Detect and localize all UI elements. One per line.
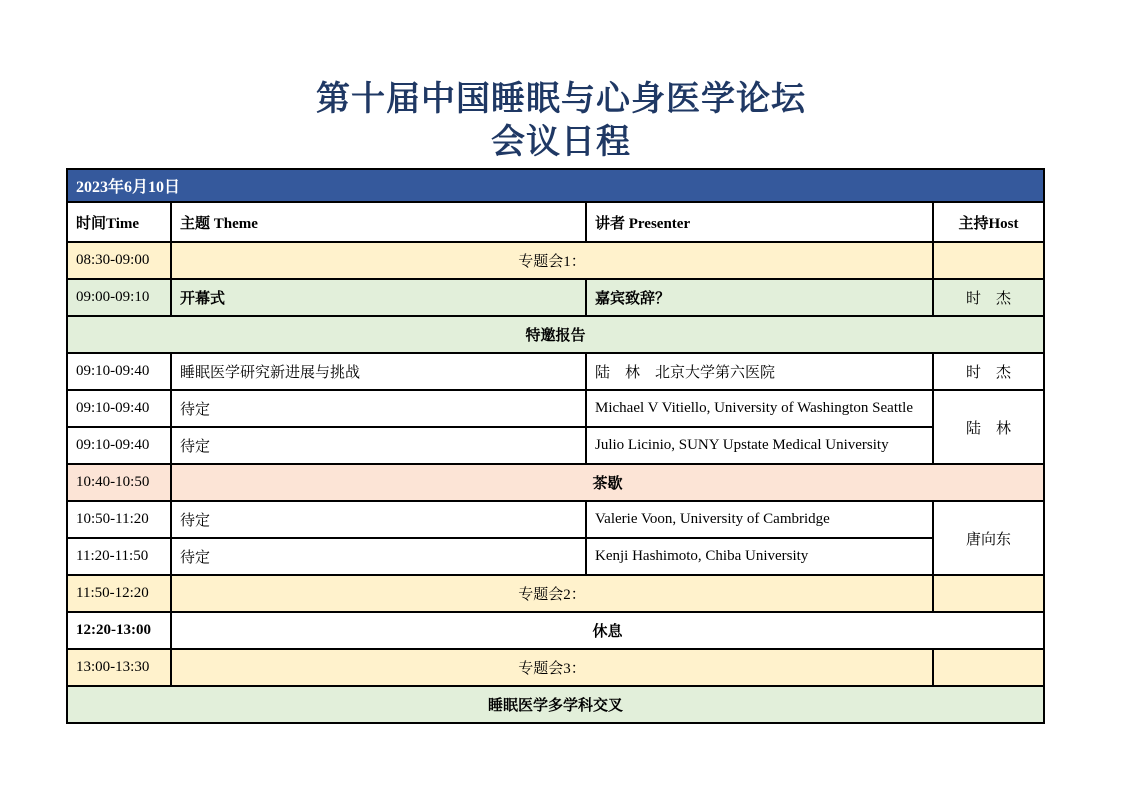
- session3-time: 13:00-13:30: [67, 649, 171, 686]
- tea-break-time: 10:40-10:50: [67, 464, 171, 501]
- column-header-host: 主持Host: [933, 202, 1044, 242]
- column-header-time: 时间Time: [67, 202, 171, 242]
- opening-theme: 开幕式: [171, 279, 586, 316]
- talk2-host: 陆 林: [933, 390, 1044, 464]
- column-header-theme: 主题 Theme: [171, 202, 586, 242]
- row-talk2: [67, 390, 1044, 427]
- document-title-block: [0, 78, 1122, 163]
- opening-presenter: 嘉宾致辞？: [586, 279, 933, 316]
- row-session2: [67, 575, 1044, 612]
- row-session1: [67, 242, 1044, 279]
- opening-time: 09:00-09:10: [67, 279, 171, 316]
- page-title: 第十届中国睡眠与心身医学论坛: [316, 80, 806, 118]
- session2-label: 专题会2：: [171, 575, 933, 612]
- talk5-time: 11:20-11:50: [67, 538, 171, 575]
- talk3-presenter: Julio Licinio, SUNY Upstate Medical University: [586, 427, 933, 464]
- session1-label: 专题会1：: [171, 242, 933, 279]
- row-talk3: [67, 427, 1044, 464]
- talk4-host: 唐向东: [933, 501, 1044, 575]
- talk2-time: 09:10-09:40: [67, 390, 171, 427]
- session2-time: 11:50-12:20: [67, 575, 171, 612]
- column-header-presenter: 讲者 Presenter: [586, 202, 933, 242]
- talk4-theme: 待定: [171, 501, 586, 538]
- row-session3: [67, 649, 1044, 686]
- date-header-row: [67, 169, 1044, 202]
- session1-host: [933, 242, 1044, 279]
- multidisciplinary-label: 睡眠医学多学科交叉: [67, 686, 1044, 723]
- talk5-presenter: Kenji Hashimoto, Chiba University: [586, 538, 933, 575]
- talk1-time: 09:10-09:40: [67, 353, 171, 390]
- page-subtitle: 会议日程: [491, 122, 631, 161]
- opening-host: 时 杰: [933, 279, 1044, 316]
- row-opening: [67, 279, 1044, 316]
- row-invited-header: [67, 316, 1044, 353]
- lunch-time: 12:20-13:00: [67, 612, 171, 649]
- row-lunch: [67, 612, 1044, 649]
- row-talk1: [67, 353, 1044, 390]
- talk2-theme: 待定: [171, 390, 586, 427]
- row-tea-break: [67, 464, 1044, 501]
- schedule-table: [66, 168, 1045, 724]
- tea-break-label: 茶歇: [171, 464, 1044, 501]
- row-multidisciplinary: [67, 686, 1044, 723]
- talk1-theme: 睡眠医学研究新进展与挑战: [171, 353, 586, 390]
- date-header: 2023年6月10日: [67, 169, 1044, 202]
- invited-header-label: 特邀报告: [67, 316, 1044, 353]
- talk3-time: 09:10-09:40: [67, 427, 171, 464]
- talk3-theme: 待定: [171, 427, 586, 464]
- row-talk5: [67, 538, 1044, 575]
- column-header-row: [67, 202, 1044, 242]
- session1-time: 08:30-09:00: [67, 242, 171, 279]
- talk4-time: 10:50-11:20: [67, 501, 171, 538]
- session3-label: 专题会3：: [171, 649, 933, 686]
- talk5-theme: 待定: [171, 538, 586, 575]
- session2-host: [933, 575, 1044, 612]
- talk4-presenter: Valerie Voon, University of Cambridge: [586, 501, 933, 538]
- row-talk4: [67, 501, 1044, 538]
- session3-host: [933, 649, 1044, 686]
- lunch-label: 休息: [171, 612, 1044, 649]
- talk2-presenter: Michael V Vitiello, University of Washington Seattle: [586, 390, 933, 427]
- talk1-presenter: 陆 林 北京大学第六医院: [586, 353, 933, 390]
- talk1-host: 时 杰: [933, 353, 1044, 390]
